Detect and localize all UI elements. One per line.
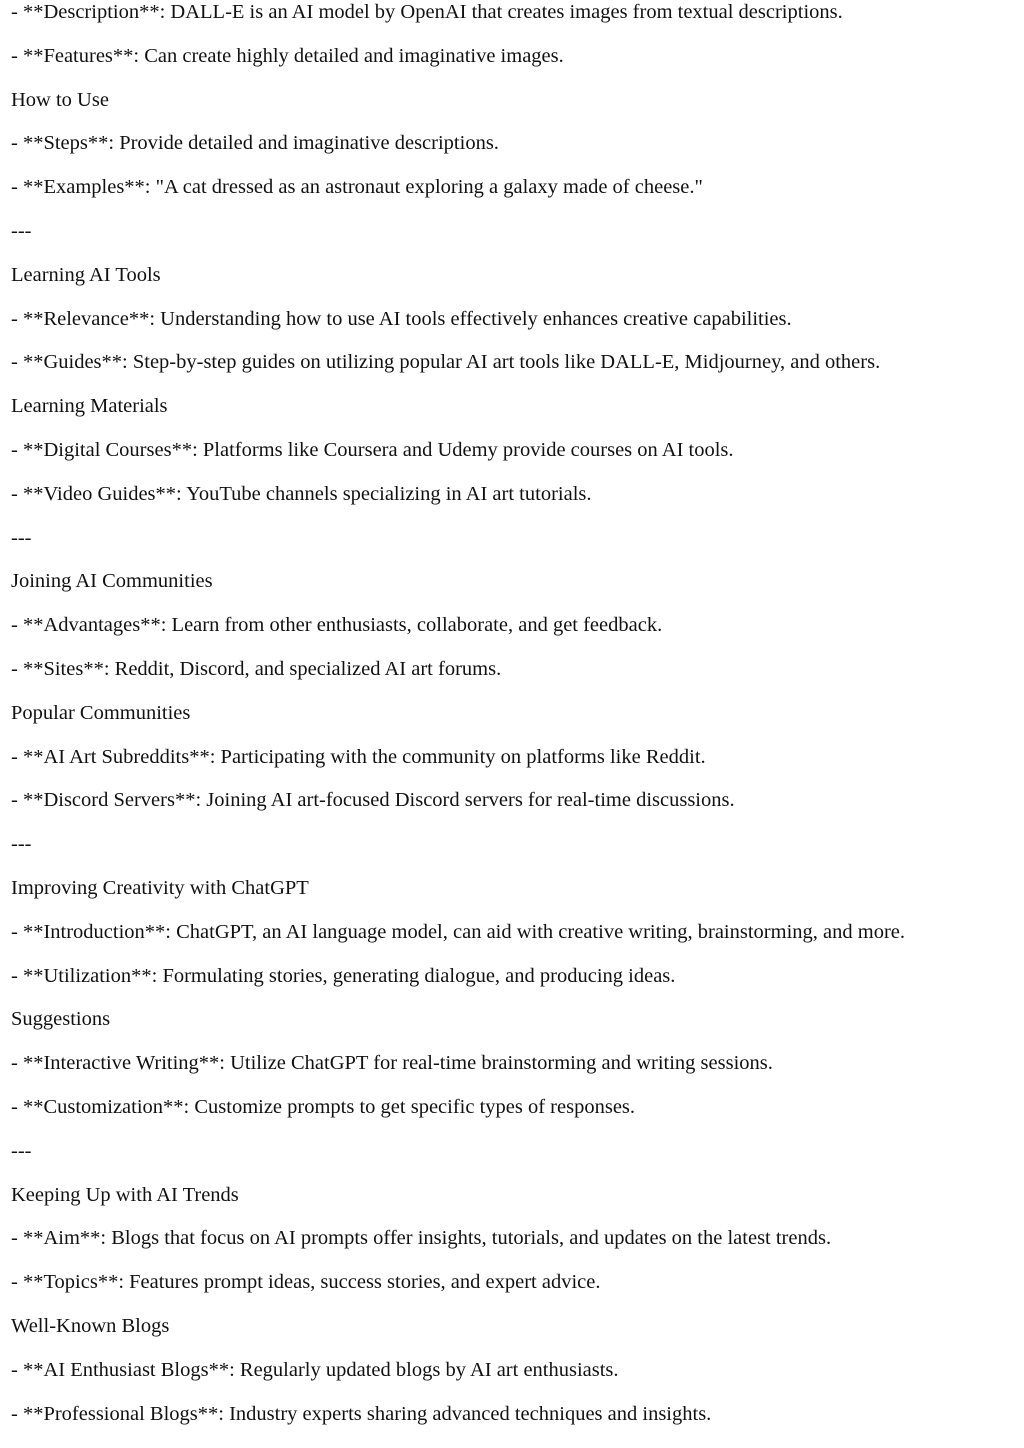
bullet-ai-enthusiast-blogs: - **AI Enthusiast Blogs**: Regularly updated blogs by AI art enthusiasts.	[11, 1358, 619, 1381]
bullet-relevance: - **Relevance**: Understanding how to use AI tools effectively enhances creative capabilities.	[11, 307, 792, 330]
bullet-utilization: - **Utilization**: Formulating stories, generating dialogue, and producing ideas.	[11, 964, 676, 987]
bullet-customization: - **Customization**: Customize prompts to get specific types of responses.	[11, 1095, 636, 1118]
bullet-description: - **Description**: DALL-E is an AI model by OpenAI that creates images from textual descriptions.	[11, 1, 843, 23]
heading-suggestions: Suggestions	[11, 1008, 111, 1031]
bullet-ai-art-subreddits: - **AI Art Subreddits**: Participating with the community on platforms like Reddit.	[11, 745, 706, 768]
bullet-discord-servers: - **Discord Servers**: Joining AI art-focused Discord servers for real-time discussions.	[11, 789, 735, 812]
section-divider: ---	[11, 219, 32, 242]
bullet-introduction: - **Introduction**: ChatGPT, an AI language model, can aid with creative writing, brainstorming, and more.	[11, 920, 905, 943]
document-body	[11, 0, 1016, 1445]
bullet-topics: - **Topics**: Features prompt ideas, success stories, and expert advice.	[11, 1271, 601, 1294]
bullet-sites: - **Sites**: Reddit, Discord, and specialized AI art forums.	[11, 657, 502, 680]
bullet-video-guides: - **Video Guides**: YouTube channels specializing in AI art tutorials.	[11, 482, 592, 505]
section-divider: ---	[11, 1139, 32, 1162]
heading-learning-ai-tools: Learning AI Tools	[11, 263, 161, 286]
bullet-advantages: - **Advantages**: Learn from other enthusiasts, collaborate, and get feedback.	[11, 614, 663, 637]
heading-improving-creativity: Improving Creativity with ChatGPT	[11, 876, 309, 899]
bullet-professional-blogs: - **Professional Blogs**: Industry experts sharing advanced techniques and insights.	[11, 1402, 712, 1425]
bullet-examples: - **Examples**: "A cat dressed as an astronaut exploring a galaxy made of cheese."	[11, 176, 703, 199]
heading-keeping-up-with-ai-trends: Keeping Up with AI Trends	[11, 1183, 239, 1206]
heading-how-to-use: How to Use	[11, 88, 109, 111]
bullet-features: - **Features**: Can create highly detailed and imaginative images.	[11, 44, 564, 67]
heading-popular-communities: Popular Communities	[11, 701, 191, 724]
bullet-interactive-writing: - **Interactive Writing**: Utilize ChatGPT for real-time brainstorming and writing sessions.	[11, 1052, 773, 1075]
heading-learning-materials: Learning Materials	[11, 395, 168, 418]
section-divider: ---	[11, 833, 32, 856]
bullet-guides: - **Guides**: Step-by-step guides on utilizing popular AI art tools like DALL-E, Midjourney, and others.	[11, 351, 881, 374]
bullet-steps: - **Steps**: Provide detailed and imaginative descriptions.	[11, 132, 499, 155]
heading-well-known-blogs: Well-Known Blogs	[11, 1314, 170, 1337]
heading-joining-ai-communities: Joining AI Communities	[11, 570, 213, 593]
bullet-aim: - **Aim**: Blogs that focus on AI prompts offer insights, tutorials, and updates on the latest trends.	[11, 1227, 832, 1250]
section-divider: ---	[11, 526, 32, 549]
bullet-digital-courses: - **Digital Courses**: Platforms like Coursera and Udemy provide courses on AI tools.	[11, 438, 734, 461]
